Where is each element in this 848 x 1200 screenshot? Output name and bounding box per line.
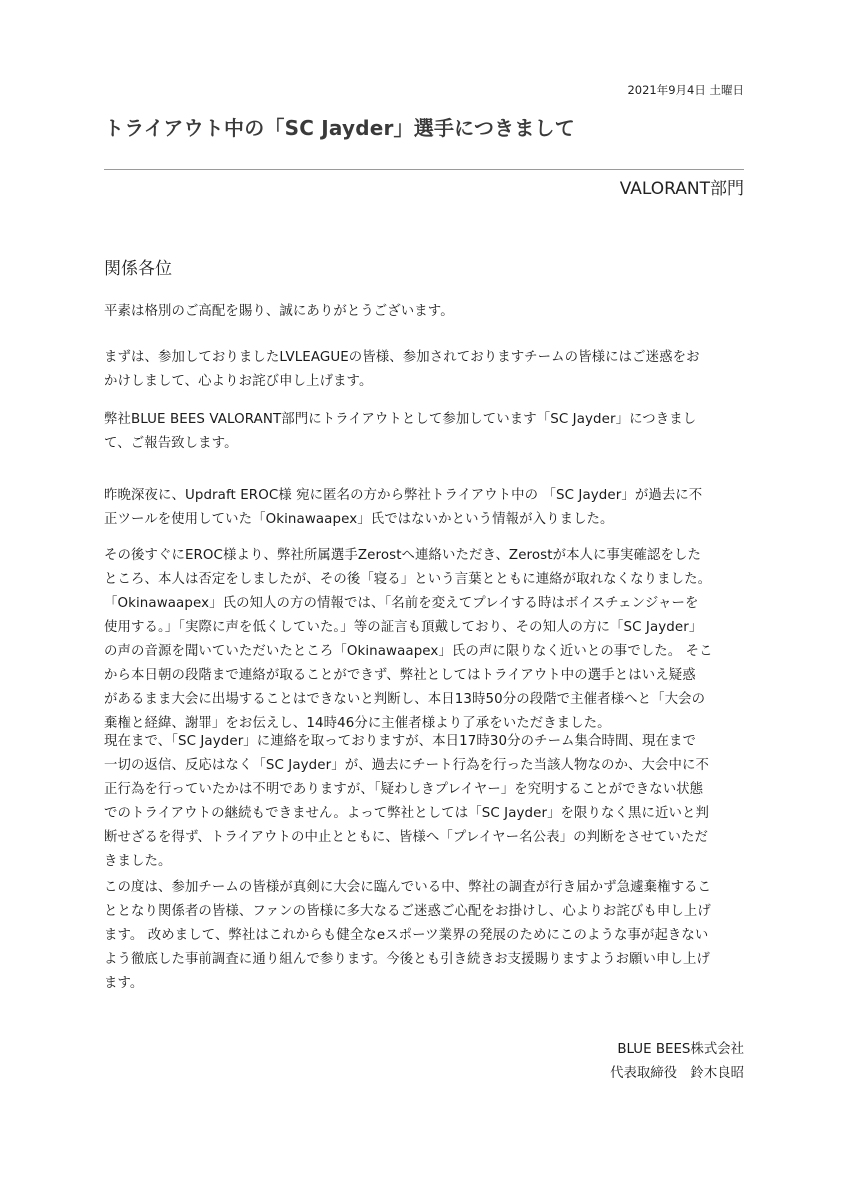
paragraph-line: ととなり関係者の皆様、ファンの皆様に多大なるご迷惑ご心配をお掛けし、心よりお詫びも申し上げ (104, 904, 711, 919)
paragraph-line: ところ、本人は否定をしましたが、その後「寝る」という言葉とともに連絡が取れなくなりました。 (104, 572, 712, 587)
paragraph-line: 棄権と経緯、謝罪」をお伝えし、14時46分に主催者様より了承をいただきました。 (104, 716, 611, 731)
paragraph-current-status (104, 730, 746, 874)
paragraph-line: よう徹底した事前調査に通り組んで参ります。今後とも引き続きお支援賜りますようお願い申し上げ (104, 952, 711, 967)
paragraph-line: まずは、参加しておりましたLVLEAGUEの皆様、参加されておりますチームの皆様にはご迷惑をお (104, 350, 700, 365)
paragraph-line: 一切の返信、反応はなく「SC Jayder」が、過去にチート行為を行った当該人物なのか、大会中に不 (104, 758, 709, 773)
paragraph-report-intro (104, 408, 746, 456)
paragraph-line: 平素は格別のご高配を賜り、誠にありがとうございます。 (104, 304, 454, 319)
signature-representative: 代表取締役 鈴木良昭 (610, 1066, 744, 1081)
paragraph-line: ます。 改めまして、弊社はこれからも健全なeスポーツ業界の発展のためにこのような事が起きない (104, 928, 709, 943)
paragraph-line: 昨晩深夜に、Updraft EROC様 宛に匿名の方から弊社トライアウト中の 「SC Jayder」が過去に不 (104, 488, 703, 503)
paragraph-line: 使用する。」「実際に声を低くしていた。」等の証言も頂戴しており、その知人の方に「SC Jayder」 (104, 620, 703, 635)
paragraph-line: 現在まで、「SC Jayder」に連絡を取っておりますが、本日17時30分のチーム集合時間、現在まで (104, 734, 696, 749)
paragraph-line: 正行為を行っていたかは不明でありますが、「疑わしきプレイヤー」を究明することができない状態 (104, 782, 704, 797)
salutation: 関係各位 (104, 259, 172, 279)
paragraph-investigation (104, 544, 746, 736)
paragraph-line: 断せざるを得ず、トライアウトの中止とともに、皆様へ「プレイヤー名公表」の判断をさせていただ (104, 830, 708, 845)
paragraph-line: かけしまして、心よりお詫び申し上げます。 (104, 374, 373, 389)
paragraph-line: きました。 (104, 854, 172, 869)
document-date: 2021年9月4日 土曜日 (627, 83, 744, 97)
paragraph-line: ます。 (104, 976, 144, 991)
paragraph-incident (104, 484, 746, 532)
paragraph-line: この度は、参加チームの皆様が真剣に大会に臨んでいる中、弊社の調査が行き届かず急遽棄権するこ (104, 880, 712, 895)
paragraph-line: でのトライアウトの継続もできません。よって弊社としては「SC Jayder」を限りなく黒に近いと判 (104, 806, 709, 821)
paragraph-line: 正ツールを使用していた「Okinawaapex」氏ではないかという情報が入りました。 (104, 512, 614, 527)
signature-company: BLUE BEES株式会社 (617, 1042, 744, 1057)
document-title: トライアウト中の「SC Jayder」選手につきまして (104, 116, 575, 140)
signature-block (610, 1038, 744, 1086)
paragraph-line: の声の音源を聞いていただいたところ「Okinawaapex」氏の声に限りなく近いとの事でした。 そこ (104, 644, 713, 659)
paragraph-line: があるまま大会に出場することはできないと判断し、本日13時50分の段階で主催者様へと「大会の (104, 692, 706, 707)
paragraph-apology (104, 346, 746, 394)
department-name: VALORANT部門 (619, 179, 744, 199)
paragraph-line: て、ご報告致します。 (104, 436, 238, 451)
title-divider (104, 169, 744, 170)
paragraph-line: その後すぐにEROC様より、弊社所属選手Zerostへ連絡いただき、Zerostが本人に事実確認をした (104, 548, 701, 563)
paragraph-line: から本日朝の段階まで連絡が取ることができず、弊社としてはトライアウト中の選手とはいえ疑惑 (104, 668, 696, 683)
paragraph-line: 弊社BLUE BEES VALORANT部門にトライアウトとして参加しています「SC Jayder」につきまし (104, 412, 697, 427)
paragraph-closing (104, 876, 746, 996)
paragraph-line: 「Okinawaapex」氏の知人の方の情報では、「名前を変えてプレイする時はボイスチェンジャーを (104, 596, 699, 611)
paragraph-greeting (104, 300, 746, 324)
